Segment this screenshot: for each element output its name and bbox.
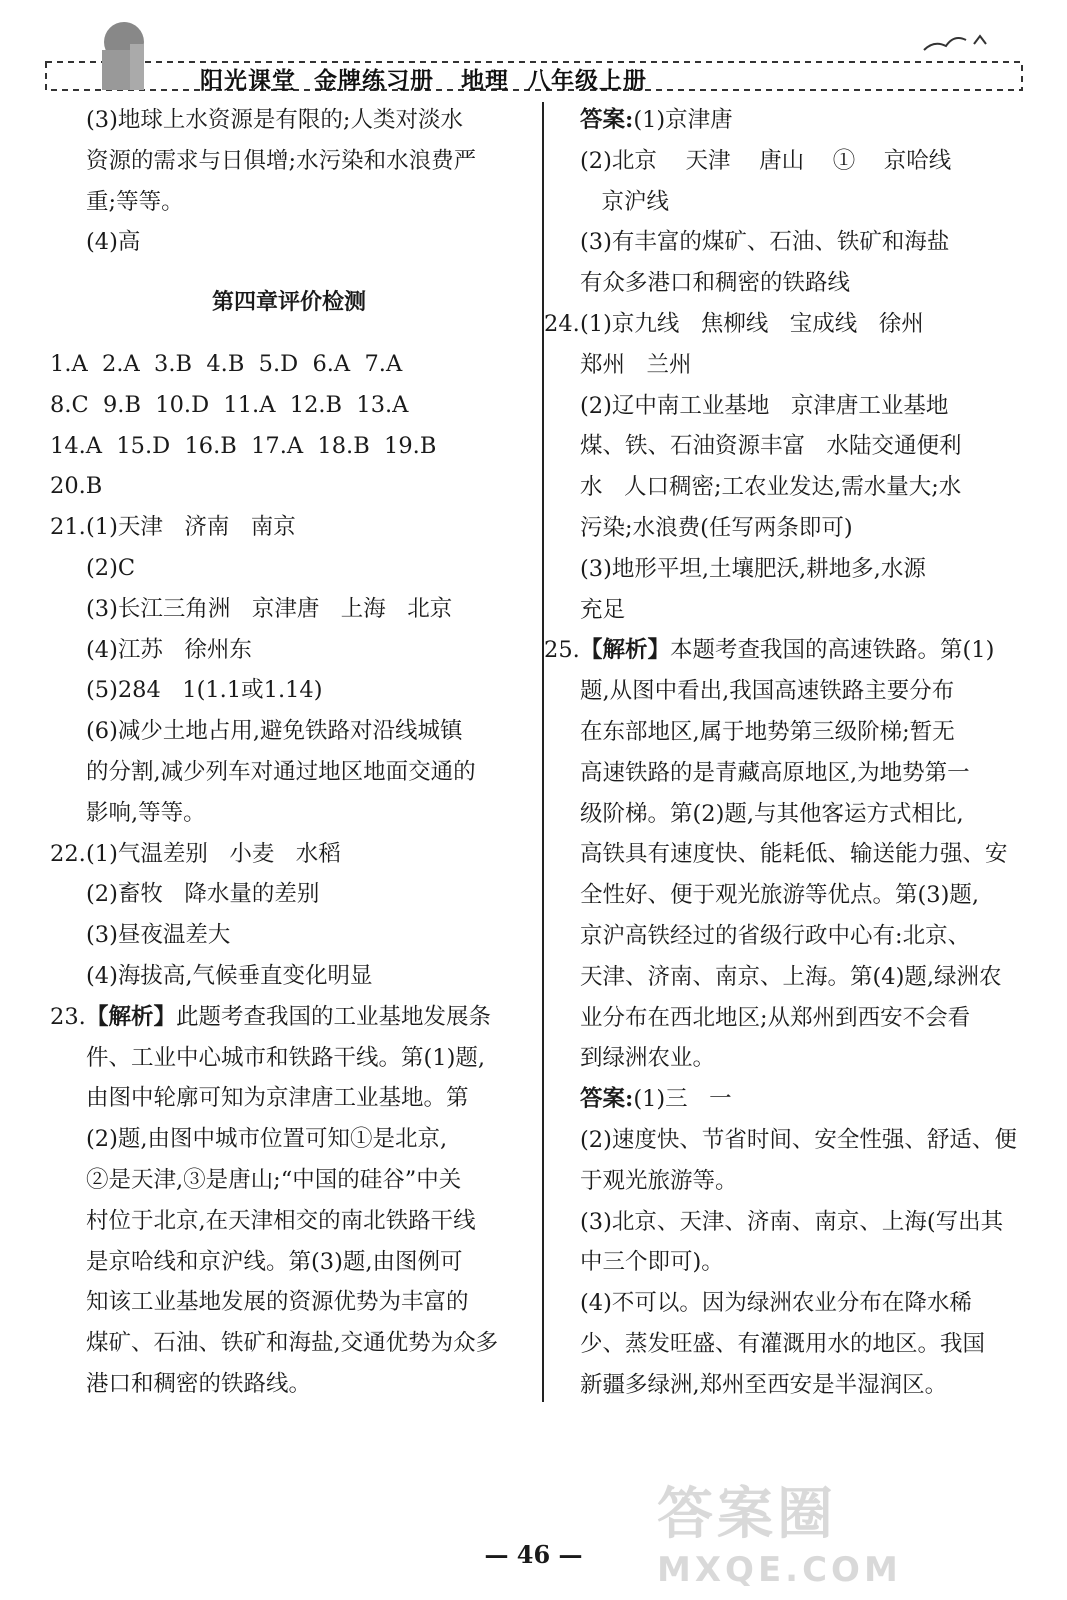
text-line: 污染;水浪费(任写两条即可) bbox=[580, 514, 853, 541]
header-title: 阳光课堂 金牌练习册 地理 八年级上册 bbox=[200, 68, 648, 94]
watermark-url: MXQE.COM bbox=[657, 1550, 902, 1590]
section-heading: 第四章评价检测 bbox=[211, 290, 366, 316]
text-line: (1)天津 济南 南京 bbox=[86, 514, 296, 541]
text-line: (3)长江三角洲 京津唐 上海 北京 bbox=[86, 595, 453, 622]
text-line: (3)地球上水资源是有限的;人类对淡水 bbox=[86, 107, 463, 133]
page-number: — 46 — bbox=[484, 1540, 583, 1569]
text-line: (2)速度快、节省时间、安全性强、舒适、便 bbox=[580, 1126, 1017, 1153]
text-line: 有众多港口和稠密的铁路线 bbox=[580, 270, 851, 297]
text-line: 少、蒸发旺盛、有灌溉用水的地区。我国 bbox=[580, 1330, 986, 1357]
text-line: 在东部地区,属于地势第三级阶梯;暂无 bbox=[580, 718, 955, 745]
text-line: (4)海拔高,气候垂直变化明显 bbox=[86, 962, 373, 989]
question-number: 21. bbox=[50, 514, 86, 541]
text-line: (2)畜牧 降水量的差别 bbox=[86, 881, 320, 908]
text-line: 级阶梯。第(2)题,与其他客运方式相比, bbox=[580, 800, 964, 827]
choice-row: 20.B bbox=[50, 473, 103, 500]
choice-row: 1.A 2.A 3.B 4.B 5.D 6.A 7.A bbox=[50, 350, 403, 377]
text-line: (2)北京 天津 唐山 ① 京哈线 bbox=[580, 147, 952, 174]
answer-23 bbox=[580, 100, 1030, 304]
text-line: 天津、济南、南京、上海。第(4)题,绿洲农 bbox=[580, 963, 1002, 990]
analysis-tag: 【解析】 bbox=[580, 637, 671, 664]
watermark bbox=[657, 1470, 1037, 1590]
text-line: 件、工业中心城市和铁路干线。第(1)题, bbox=[86, 1044, 486, 1071]
answer-label: 答案: bbox=[580, 1086, 634, 1113]
text-line: 充足 bbox=[580, 596, 626, 623]
text-line: (3)有丰富的煤矿、石油、铁矿和海盐 bbox=[580, 229, 950, 256]
text-line: 新疆多绿洲,郑州至西安是半湿润区。 bbox=[580, 1371, 948, 1398]
answer-25 bbox=[580, 1079, 1030, 1405]
text-line: 中三个即可)。 bbox=[580, 1249, 724, 1276]
text-line: 知该工业基地发展的资源优势为丰富的 bbox=[86, 1289, 469, 1316]
text-line: (4)不可以。因为绿洲农业分布在降水稀 bbox=[580, 1290, 972, 1317]
choice-row: 14.A 15.D 16.B 17.A 18.B 19.B bbox=[50, 432, 437, 459]
text-line: 高铁具有速度快、能耗低、输送能力强、安 bbox=[580, 841, 1008, 868]
text-line: (2)辽中南工业基地 京津唐工业基地 bbox=[580, 392, 949, 419]
question-21 bbox=[50, 507, 528, 833]
page-header bbox=[44, 14, 1024, 94]
question-number: 24. bbox=[544, 310, 580, 337]
text-line: (3)昼夜温差大 bbox=[86, 922, 231, 949]
question-number: 23. bbox=[50, 1003, 86, 1030]
text-line: (6)减少土地占用,避免铁路对沿线城镇 bbox=[86, 718, 463, 745]
text-line: (5)284 1(1.1或1.14) bbox=[86, 677, 323, 704]
question-24 bbox=[544, 304, 1030, 630]
right-column bbox=[544, 100, 1030, 1406]
text-line: 于观光旅游等。 bbox=[580, 1167, 738, 1194]
text-line: 京沪线 bbox=[580, 188, 669, 215]
text-line: (1)气温差别 小麦 水稻 bbox=[86, 840, 341, 867]
text-line: (4)高 bbox=[86, 229, 141, 256]
text-line: (3)地形平坦,土壤肥沃,耕地多,水源 bbox=[580, 555, 926, 582]
text-line: (1)京九线 焦柳线 宝成线 徐州 bbox=[580, 310, 924, 337]
text-line: 业分布在西北地区;从郑州到西安不会看 bbox=[580, 1004, 971, 1031]
text-line: (1)京津唐 bbox=[633, 107, 733, 133]
text-line: 由图中轮廓可知为京津唐工业基地。第 bbox=[86, 1085, 469, 1112]
question-number: 22. bbox=[50, 840, 86, 867]
question-number: 25. bbox=[544, 637, 580, 664]
watermark-text: 答案圈 bbox=[657, 1482, 837, 1547]
question-22 bbox=[50, 834, 528, 997]
choice-row: 8.C 9.B 10.D 11.A 12.B 13.A bbox=[50, 391, 409, 418]
text-line: 村位于北京,在天津相交的南北铁路干线 bbox=[86, 1207, 476, 1234]
text-line: 高速铁路的是青藏高原地区,为地势第一 bbox=[580, 759, 970, 786]
text-line: 影响,等等。 bbox=[86, 799, 206, 826]
text-line: 全性好、便于观光旅游等优点。第(3)题, bbox=[580, 882, 980, 909]
text-line: 煤、铁、石油资源丰富 水陆交通便利 bbox=[580, 433, 962, 460]
choice-answers bbox=[50, 344, 528, 507]
text-line: (1)三 一 bbox=[633, 1086, 732, 1113]
text-line: (3)北京、天津、济南、南京、上海(写出其 bbox=[580, 1208, 1004, 1235]
text-line: 港口和稠密的铁路线。 bbox=[86, 1370, 312, 1397]
text-line: 此题考查我国的工业基地发展条 bbox=[176, 1003, 492, 1030]
intro-block bbox=[50, 100, 528, 263]
text-line: 煤矿、石油、铁矿和海盐,交通优势为众多 bbox=[86, 1330, 499, 1357]
text-line: 水 人口稠密;工农业发达,需水量大;水 bbox=[580, 474, 962, 501]
analysis-tag: 【解析】 bbox=[86, 1003, 177, 1030]
text-line: (2)题,由图中城市位置可知①是北京, bbox=[86, 1126, 448, 1153]
text-line: 资源的需求与日俱增;水污染和水浪费严 bbox=[86, 147, 477, 174]
text-line: ②是天津,③是唐山;“中国的硅谷”中关 bbox=[86, 1166, 462, 1193]
question-23 bbox=[50, 997, 528, 1405]
answer-label: 答案: bbox=[580, 107, 634, 133]
text-line: 重;等等。 bbox=[86, 188, 184, 215]
text-line: (2)C bbox=[86, 554, 136, 581]
text-line: 题,从图中看出,我国高速铁路主要分布 bbox=[580, 678, 955, 705]
text-line: 到绿洲农业。 bbox=[580, 1045, 716, 1072]
text-line: (4)江苏 徐州东 bbox=[86, 636, 252, 663]
left-column bbox=[50, 100, 528, 1405]
text-line: 的分割,减少列车对通过地区地面交通的 bbox=[86, 758, 476, 785]
question-25 bbox=[544, 630, 1030, 1079]
text-line: 京沪高铁经过的省级行政中心有:北京、 bbox=[580, 922, 971, 949]
text-line: 本题考查我国的高速铁路。第(1) bbox=[670, 637, 995, 664]
text-line: 郑州 兰州 bbox=[580, 351, 692, 378]
text-line: 是京哈线和京沪线。第(3)题,由图例可 bbox=[86, 1248, 463, 1275]
